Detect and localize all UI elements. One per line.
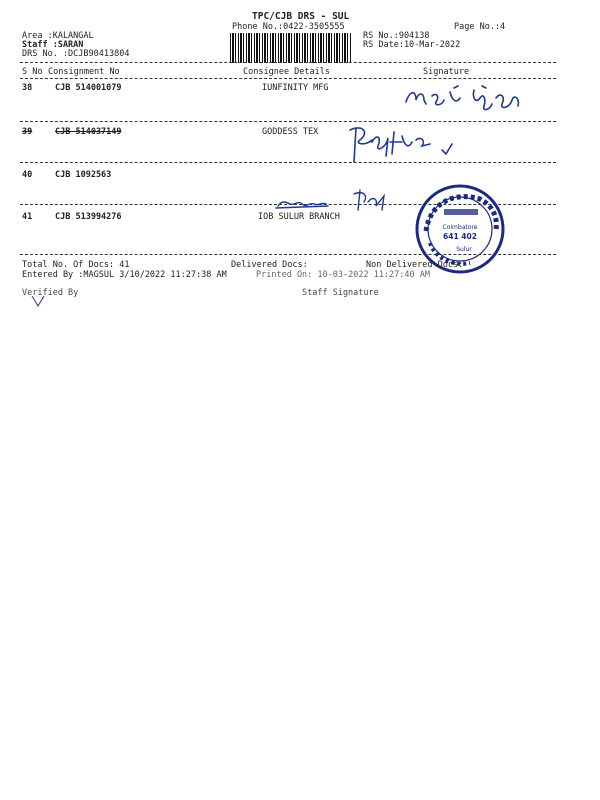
row-consignment: CJB 514037149 [55, 127, 122, 137]
entered-by: Entered By :MAGSUL 3/10/2022 11:27:38 AM [22, 270, 227, 280]
delivered-docs: Delivered Docs: [231, 260, 308, 270]
row-sno: 41 [22, 212, 33, 222]
verified-by-label: Verified By [22, 288, 79, 298]
stamp-text: Coimbatore [442, 224, 478, 231]
phone-number: Phone No.:0422-3505555 [232, 22, 345, 32]
stamp-text: Sulur [456, 246, 472, 253]
column-header-consignee: Consignee Details [243, 67, 330, 77]
column-header-consignment: Consignment No [48, 67, 120, 77]
divider [20, 78, 556, 79]
total-docs: Total No. Of Docs: 41 [22, 260, 130, 270]
column-header-sno: S No [22, 67, 43, 77]
drs-number: DRS No. :DCJB90413804 [22, 49, 130, 59]
staff-label: Staff :SARAN [22, 40, 84, 50]
row-consignee: IOB SULUR BRANCH [258, 212, 340, 222]
non-delivered-docs: Non Delivered Docs: [366, 260, 464, 270]
printed-on: Printed On: 10-03-2022 11:27:40 AM [256, 270, 430, 280]
row-consignment: CJB 514001079 [55, 83, 122, 93]
row-sno: 38 [22, 83, 33, 93]
divider [20, 121, 556, 122]
rs-date: RS Date:10-Mar-2022 [363, 40, 461, 50]
signature-image [30, 294, 50, 308]
rs-number: RS No.:904138 [363, 31, 430, 41]
row-consignment: CJB 513994276 [55, 212, 122, 222]
row-consignee: IUNFINITY MFG [262, 83, 329, 93]
area-label: Area :KALANGAL [22, 31, 94, 41]
row-consignment: CJB 1092563 [55, 170, 112, 180]
signature-image [342, 122, 454, 166]
column-header-signature: Signature [423, 67, 470, 77]
signature-image [402, 82, 532, 118]
stamp-pin: 641 402 [443, 232, 477, 241]
staff-signature-label: Staff Signature [302, 288, 379, 298]
page-title: TPC/CJB DRS - SUL [252, 11, 350, 22]
signature-image [268, 184, 408, 214]
row-sno: 39 [22, 127, 33, 137]
barcode [230, 33, 352, 63]
divider [20, 254, 556, 255]
row-sno: 40 [22, 170, 33, 180]
divider [20, 162, 556, 163]
row-consignee: GODDESS TEX [262, 127, 319, 137]
page-number: Page No.:4 [454, 22, 506, 32]
divider [20, 62, 556, 63]
